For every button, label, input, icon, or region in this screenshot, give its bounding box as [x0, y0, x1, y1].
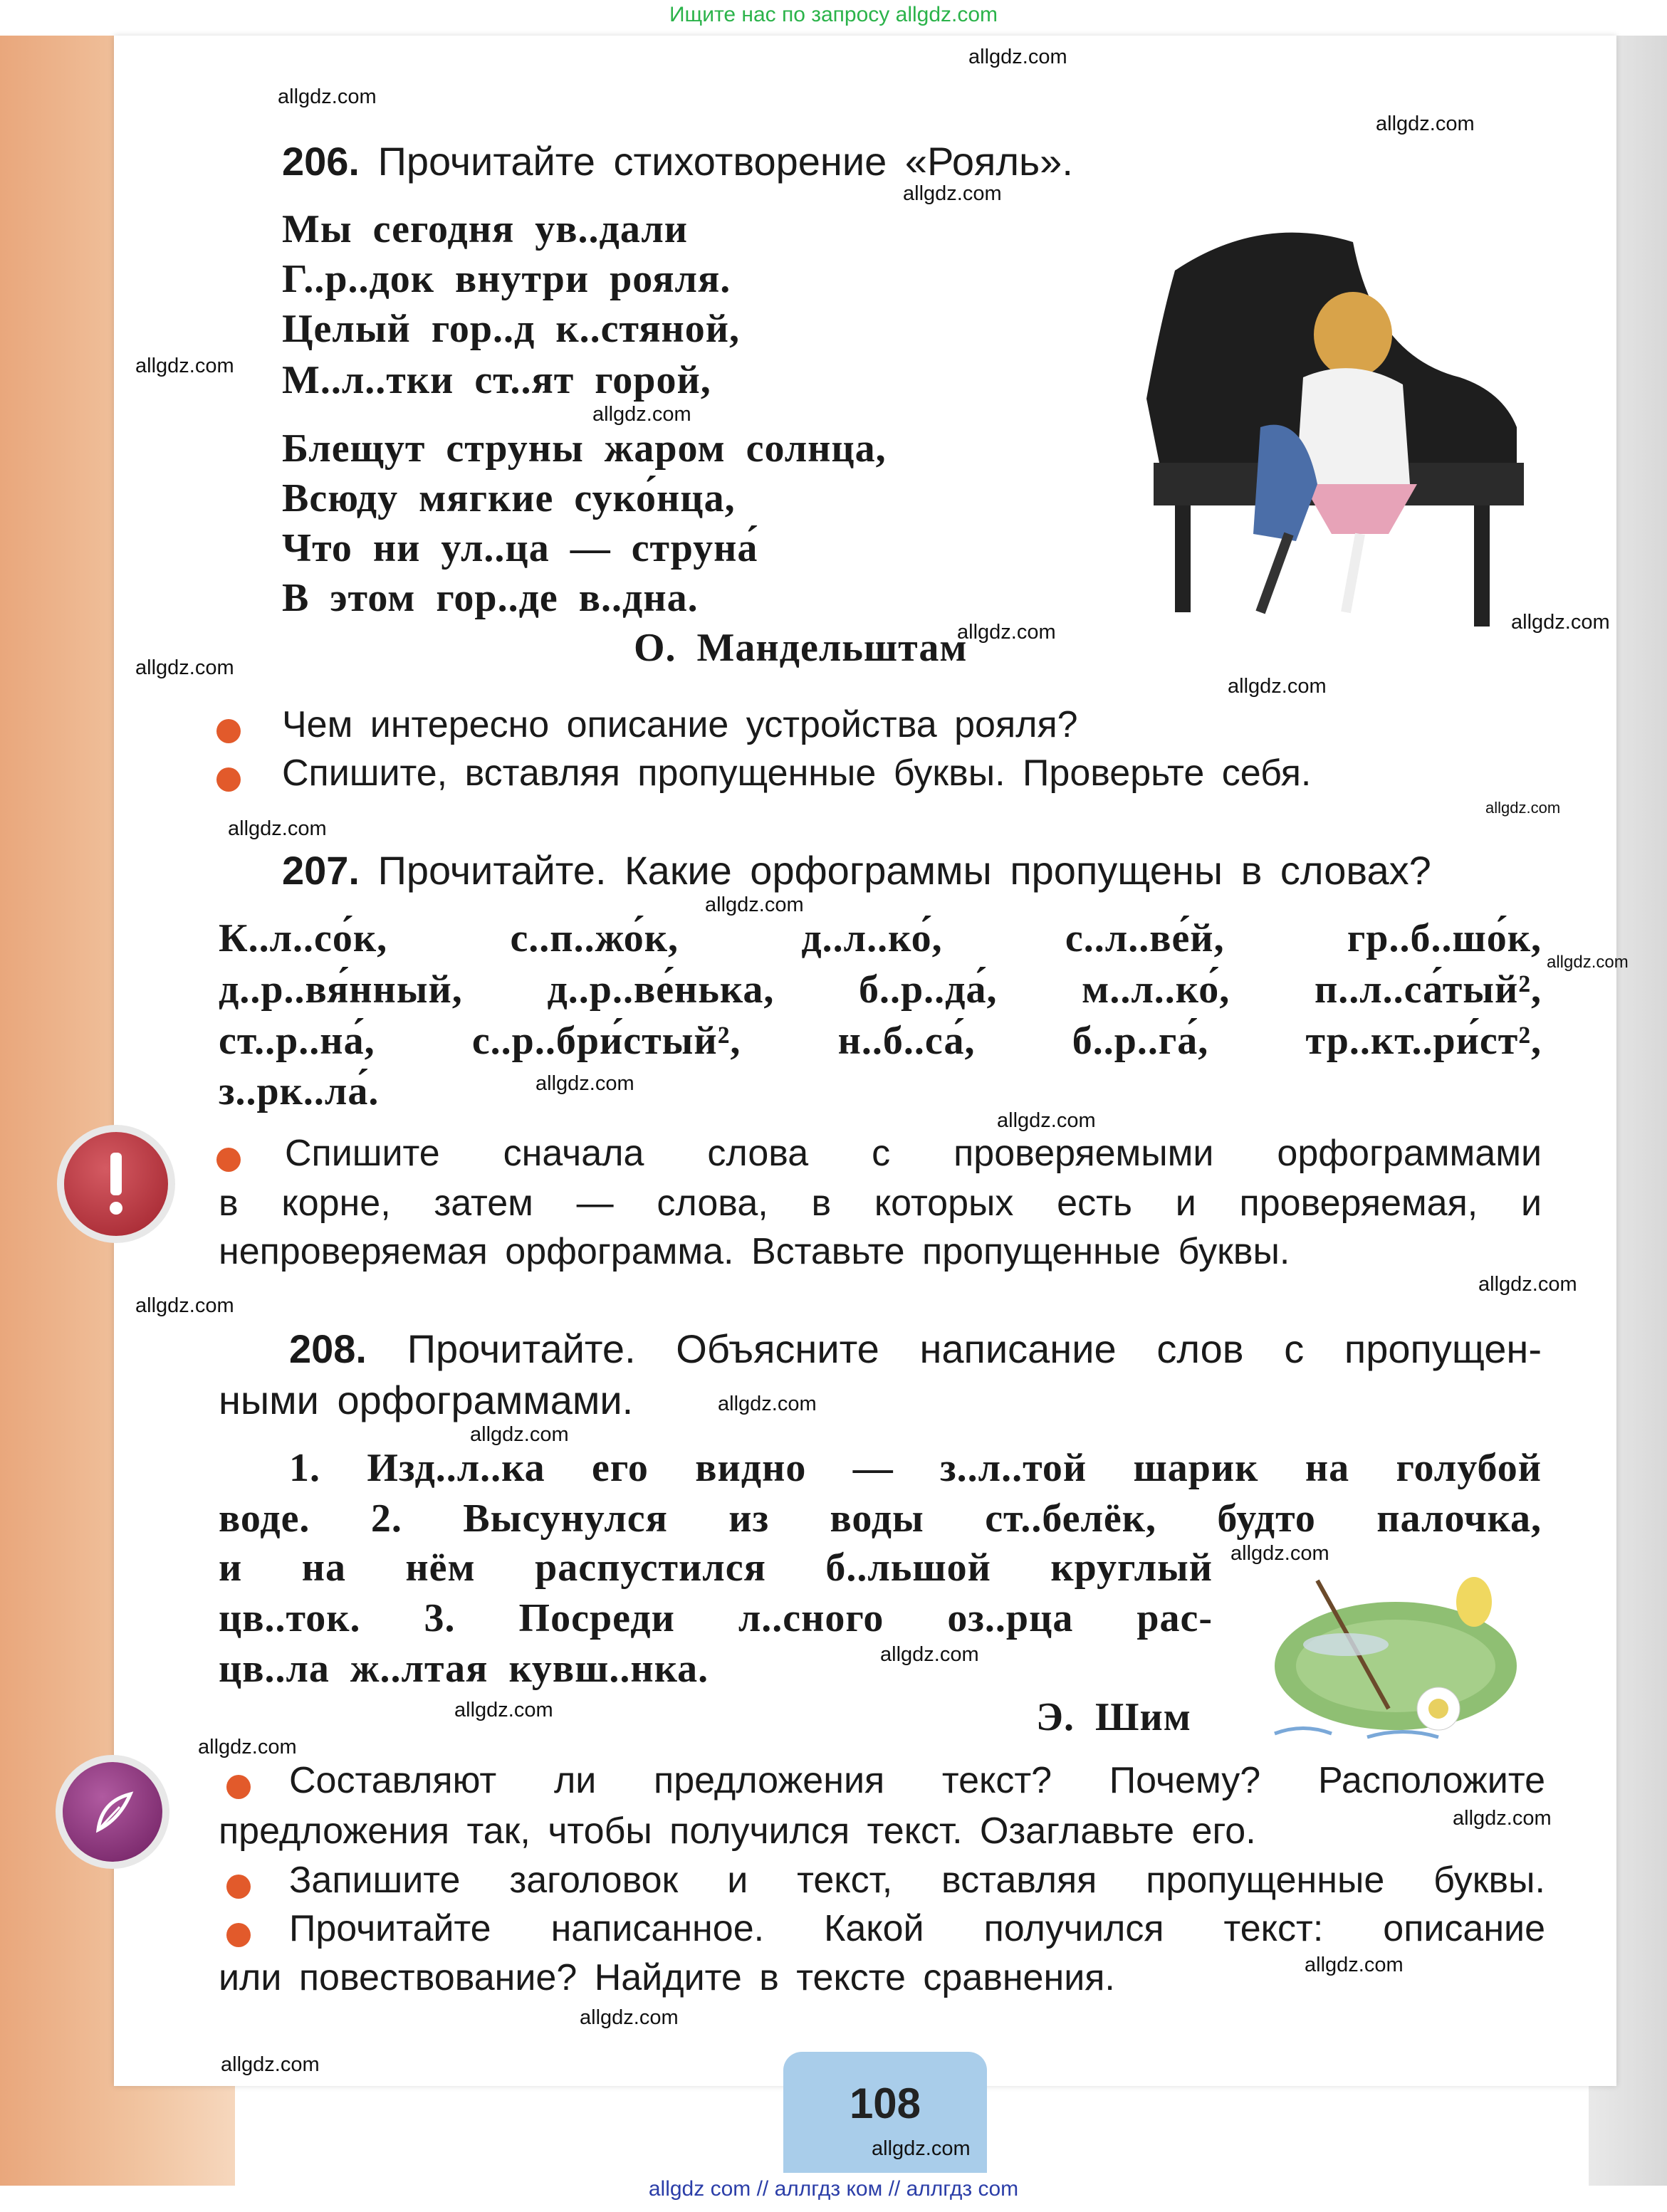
attention-icon: [64, 1132, 168, 1236]
watermark: allgdz.com: [705, 893, 804, 916]
poem-line: Мы сегодня ув..дали: [282, 207, 689, 251]
watermark: allgdz.com: [1511, 611, 1610, 634]
piano-illustration: [1118, 214, 1545, 641]
watermark: allgdz.com: [535, 1072, 634, 1095]
task-line: или повествование? Найдите в тексте сравнения.: [219, 1957, 1115, 1998]
poem-author: О. Мандельштам: [634, 626, 968, 670]
ex208-heading: [289, 1327, 1542, 1371]
word-line: К..л..со́к, с..п..жо́к, д..л..ко́, с..л..ве́й, гр..б..шо́к,: [219, 916, 1542, 960]
watermark: allgdz.com: [1230, 1542, 1329, 1565]
task-line: Составляют ли предложения текст? Почему? Расположите: [289, 1760, 1545, 1801]
watermark: allgdz.com: [1453, 1807, 1552, 1830]
task-line: Чем интересно описание устройства рояля?: [282, 704, 1078, 745]
poem-line: Г..р..док внутри рояля.: [282, 257, 731, 301]
word-line: ст..р..на́, с..р..бри́стый², н..б..са́, б..р..га́, тр..кт..ри́ст²,: [219, 1019, 1542, 1063]
exercise-number: 208.: [289, 1326, 367, 1371]
bottom-banner[interactable]: allgdz com // аллгдз ком // аллгдз com: [648, 2177, 1019, 2201]
text-line: и на нём распустился б..льшой круглый: [219, 1546, 1213, 1590]
watermark: allgdz.com: [135, 355, 234, 377]
bullet-icon: [216, 767, 241, 792]
text-line: цв..ла ж..лтая кувш..нка.: [219, 1647, 709, 1691]
bullet-icon: [216, 719, 241, 743]
watermark: allgdz.com: [221, 2053, 320, 2076]
poem-line: Блещут струны жаром солнца,: [282, 426, 887, 471]
task-line: предложения так, чтобы получился текст. Озаглавьте его.: [219, 1810, 1256, 1852]
text-line: 1. Изд..л..ка его видно — з..л..той шарик на голубой: [289, 1446, 1542, 1490]
watermark: allgdz.com: [718, 1393, 817, 1415]
exercise-heading-text: Прочитайте. Какие орфограммы пропущены в словах?: [377, 848, 1431, 893]
watermark: allgdz.com: [580, 2006, 679, 2029]
watermark: allgdz.com: [592, 403, 691, 426]
watermark: allgdz.com: [228, 817, 327, 840]
bullet-icon: [226, 1775, 251, 1799]
poem-line: Всюду мягкие суко́нца,: [282, 476, 736, 520]
poem-line: Что ни ул..ца — струна́: [282, 526, 758, 570]
watermark: allgdz.com: [198, 1736, 297, 1758]
exercise-number: 206.: [282, 139, 360, 184]
task-line: Спишите, вставляя пропущенные буквы. Проверьте себя.: [282, 753, 1312, 794]
watermark: allgdz.com: [903, 182, 1002, 205]
exercise-heading-text: ными орфограммами.: [219, 1378, 634, 1422]
watermark: allgdz.com: [957, 621, 1056, 644]
ex207-heading: [282, 849, 1431, 893]
watermark: allgdz.com: [1485, 799, 1561, 817]
watermark: allgdz.com: [872, 2137, 971, 2160]
watermark: allgdz.com: [1547, 953, 1629, 972]
poem-line: Целый гор..д к..стяной,: [282, 307, 741, 351]
watermark: allgdz.com: [1478, 1273, 1577, 1296]
task-line: Прочитайте написанное. Какой получился текст: описание: [289, 1908, 1545, 1949]
task-line: в корне, затем — слова, в которых есть и проверяемая, и: [219, 1183, 1542, 1224]
task-line: Спишите сначала слова с проверяемыми орфограммами: [285, 1133, 1542, 1174]
text-line: цв..ток. 3. Посреди л..сного оз..рца рас-: [219, 1596, 1213, 1640]
task-line: Запишите заголовок и текст, вставляя пропущенные буквы.: [289, 1860, 1545, 1901]
text-author: Э. Шим: [1036, 1695, 1191, 1739]
word-line: з..рк..ла́.: [219, 1069, 380, 1113]
watermark: allgdz.com: [470, 1423, 569, 1446]
watermark: allgdz.com: [1376, 112, 1475, 135]
watermark: allgdz.com: [997, 1109, 1096, 1132]
watermark: allgdz.com: [1228, 675, 1327, 698]
task-line: непроверяемая орфограмма. Вставьте пропущенные буквы.: [219, 1231, 1290, 1272]
water-lily-illustration: [1260, 1566, 1531, 1744]
poem-line: В этом гор..де в..дна.: [282, 576, 699, 620]
watermark: allgdz.com: [135, 656, 234, 679]
watermark: allgdz.com: [968, 46, 1067, 68]
watermark: allgdz.com: [278, 85, 377, 108]
bullet-icon: [226, 1875, 251, 1899]
exercise-number: 207.: [282, 848, 360, 893]
bullet-icon: [216, 1148, 241, 1172]
exercise-heading-text: Прочитайте. Объясните написание слов с пропущен-: [407, 1326, 1542, 1371]
watermark: allgdz.com: [135, 1294, 234, 1317]
ex206-heading: [282, 140, 1073, 184]
word-line: д..р..вя́нный, д..р..ве́нька, б..р..да́, м..л..ко́, п..л..са́тый²,: [219, 968, 1542, 1012]
text-line: воде. 2. Высунулся из воды ст..белёк, будто палочка,: [219, 1496, 1542, 1541]
exercise-heading-text: Прочитайте стихотворение «Рояль».: [377, 139, 1073, 184]
watermark: allgdz.com: [1305, 1954, 1404, 1976]
watermark: allgdz.com: [880, 1643, 979, 1666]
page-number: 108: [849, 2080, 921, 2127]
watermark: allgdz.com: [454, 1699, 553, 1721]
poem-line: М..л..тки ст..ят горой,: [282, 358, 711, 402]
bullet-icon: [226, 1923, 251, 1947]
writing-feather-icon: [63, 1762, 162, 1862]
top-banner[interactable]: Ищите нас по запросу allgdz.com: [669, 3, 998, 26]
